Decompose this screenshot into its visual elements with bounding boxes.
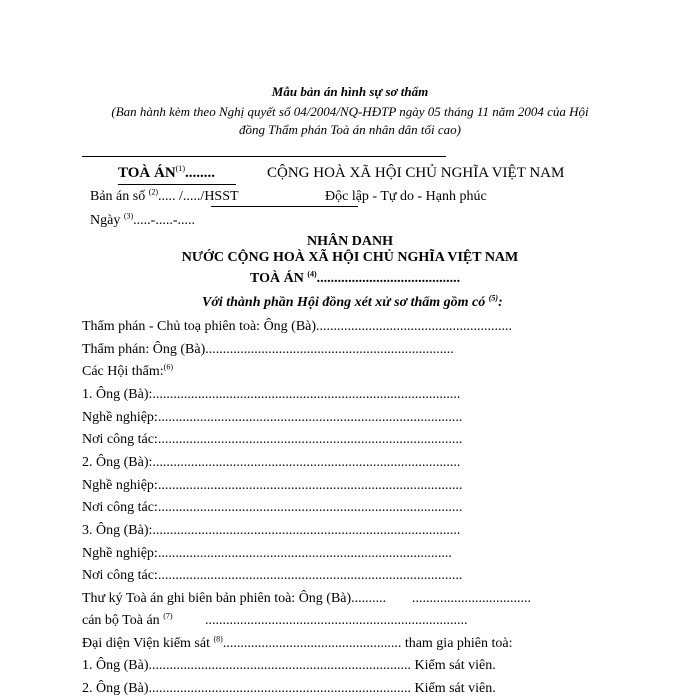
composition-note: (5) xyxy=(488,293,499,303)
heading-court-label: TOÀ ÁN xyxy=(250,271,304,286)
assessors-label-text: Các Hội thẩm: xyxy=(82,364,164,379)
procuracy-note: (8) xyxy=(213,634,223,644)
assessor2-job-line: Nghề nghiệp:....................................................................................... xyxy=(82,478,463,493)
form-subtitle-line1: (Ban hành kèm theo Nghị quyết số 04/2004/NQ-HĐTP ngày 05 tháng 11 năm 2004 của Hội xyxy=(111,104,589,119)
court-name xyxy=(118,165,215,182)
assessor3-work-line: Nơi công tác:....................................................................................... xyxy=(82,568,463,583)
judgment-number xyxy=(90,189,239,205)
court-dots: ........ xyxy=(184,165,215,181)
assessor1-job-line: Nghề nghiệp:....................................................................................... xyxy=(82,410,463,425)
procuracy-rest: ................................................... tham gia phiên toà: xyxy=(222,636,513,651)
form-title: Mẫu bản án hình sự sơ thẩm xyxy=(271,84,429,99)
assessor3-job-line: Nghề nghiệp:.................................................................................... xyxy=(82,546,452,561)
assessor2-work-line: Nơi công tác:....................................................................................... xyxy=(82,500,463,515)
judge-line: Thẩm phán: Ông (Bà)....................................................................... xyxy=(82,342,454,357)
assessor3-name-line: 3. Ông (Bà):........................................................................................ xyxy=(82,523,461,538)
judgment-date xyxy=(90,213,195,229)
assessor2-name-line: 2. Ông (Bà):........................................................................................ xyxy=(82,455,461,470)
composition-text: Với thành phần Hội đồng xét xử sơ thẩm gồm có xyxy=(202,295,486,310)
clerk-continuation-line xyxy=(82,613,173,629)
procuracy-label: Đại diện Viện kiểm sát xyxy=(82,636,210,651)
clerk-line: Thư ký Toà án ghi biên bản phiên toà: Ông (Bà).......... xyxy=(82,591,387,606)
heading-line1: NHÂN DANH xyxy=(307,234,393,249)
composition-colon: : xyxy=(498,295,503,310)
assessor1-name-line: 1. Ông (Bà):........................................................................................ xyxy=(82,387,461,402)
header-divider xyxy=(82,156,446,157)
date-note: (3) xyxy=(123,211,134,221)
panel-composition xyxy=(202,295,503,311)
heading-court xyxy=(250,271,460,287)
date-value: .....-.....-..... xyxy=(133,213,195,228)
prosecutor2-line: 2. Ông (Bà)........................................................................... Kiểm sát viên. xyxy=(82,681,496,696)
assessor1-work-line: Nơi công tác:....................................................................................... xyxy=(82,432,463,447)
procuracy-line xyxy=(82,636,513,652)
motto-underline xyxy=(211,206,358,207)
heading-court-note: (4) xyxy=(307,269,317,279)
clerk-cont-label: cán bộ Toà án xyxy=(82,613,160,628)
clerk-dots: .................................. xyxy=(412,591,531,606)
country-name: CỘNG HOÀ XÃ HỘI CHỦ NGHĨA VIỆT NAM xyxy=(267,165,565,181)
judgment-note: (2) xyxy=(148,187,159,197)
clerk-cont-dots: ........................................................................... xyxy=(205,613,468,628)
court-label: TOÀ ÁN xyxy=(118,165,176,181)
form-subtitle-line2: đồng Thẩm phán Toà án nhân dân tối cao) xyxy=(239,122,461,137)
heading-court-dots: ......................................... xyxy=(316,271,461,286)
clerk-note: (7) xyxy=(163,611,173,621)
assessors-note: (6) xyxy=(163,362,173,372)
motto: Độc lập - Tự do - Hạnh phúc xyxy=(325,189,487,204)
judgment-value: ..... /...../HSST xyxy=(158,189,239,204)
heading-line2: NƯỚC CỘNG HOÀ XÃ HỘI CHỦ NGHĨA VIỆT NAM xyxy=(181,250,519,265)
court-underline xyxy=(118,184,236,185)
presiding-judge-line: Thẩm phán - Chủ toạ phiên toà: Ông (Bà)........................................................ xyxy=(82,319,513,334)
assessors-label xyxy=(82,364,173,380)
prosecutor1-line: 1. Ông (Bà)........................................................................... Kiểm sát viên. xyxy=(82,658,496,673)
court-note: (1) xyxy=(175,164,185,173)
date-label: Ngày xyxy=(90,213,121,228)
judgment-label: Bản án số xyxy=(90,189,146,204)
